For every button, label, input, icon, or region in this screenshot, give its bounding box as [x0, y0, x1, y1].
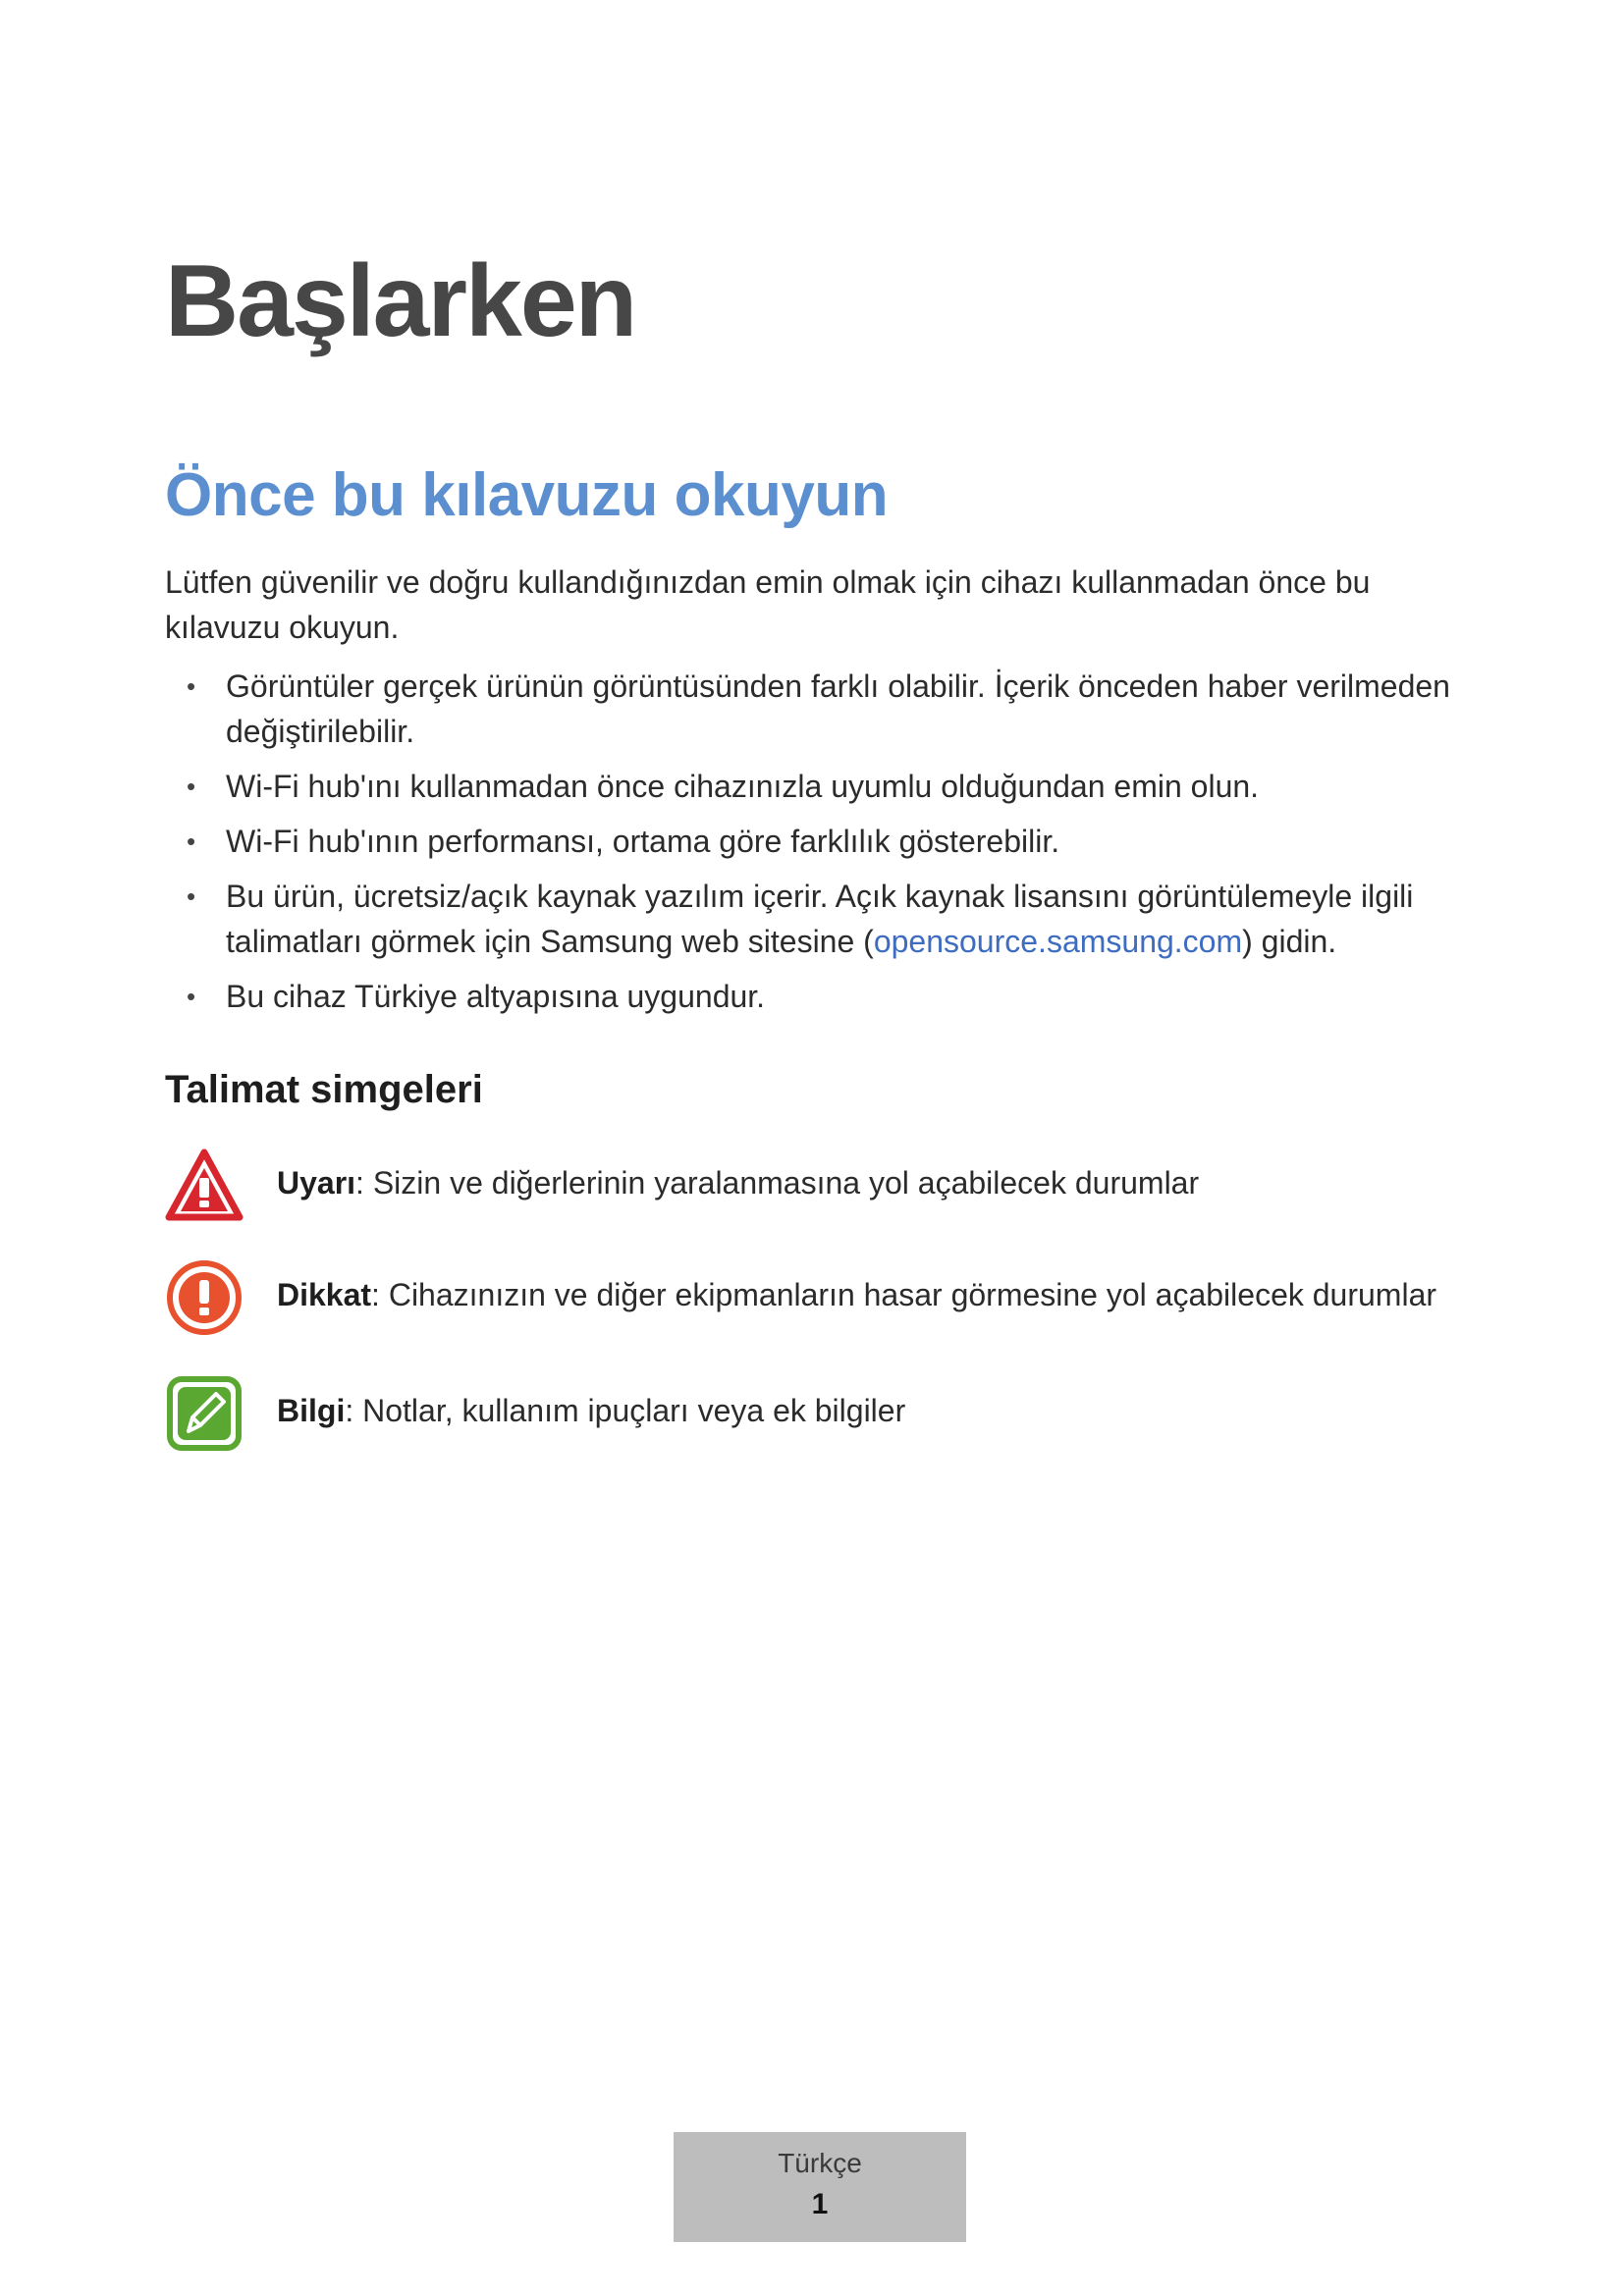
- note-pencil-icon: [165, 1374, 244, 1453]
- list-item-text: Wi-Fi hub'ını kullanmadan önce cihazınızla uyumlu olduğundan emin olun.: [226, 769, 1260, 804]
- opensource-link[interactable]: opensource.samsung.com: [873, 924, 1243, 959]
- warning-description: : Sizin ve diğerlerinin yaralanmasına yol açabilecek durumlar: [355, 1165, 1200, 1201]
- footer-language: Türkçe: [778, 2148, 862, 2178]
- caution-row: [165, 1258, 1471, 1337]
- notice-list: [165, 664, 1471, 1029]
- list-item: [165, 974, 1471, 1019]
- list-item-text: Görüntüler gerçek ürünün görüntüsünden farklı olabilir. İçerik önceden haber verilmeden değiştirilebilir.: [226, 668, 1450, 749]
- warning-label: Uyarı: [277, 1165, 356, 1201]
- page-title: Başlarken: [165, 244, 636, 358]
- bullet-dot-icon: •: [187, 671, 196, 701]
- page-number: 1: [811, 2188, 829, 2220]
- caution-text: [277, 1272, 1436, 1317]
- info-label: Bilgi: [277, 1393, 346, 1428]
- page-footer: [674, 2132, 966, 2242]
- bullet-dot-icon: •: [187, 982, 196, 1011]
- list-item: [165, 819, 1471, 864]
- bullet-dot-icon: •: [187, 881, 196, 911]
- caution-label: Dikkat: [277, 1277, 372, 1312]
- info-row: [165, 1374, 1471, 1453]
- list-item-opensource: [165, 874, 1471, 964]
- list-item-text: Bu cihaz Türkiye altyapısına uygundur.: [226, 979, 766, 1014]
- list-item-text-before: Bu ürün, ücretsiz/açık kaynak yazılım içerir. Açık kaynak lisansını görüntülemeyle ilgili talimatları görmek için Samsung web sitesine (: [226, 879, 1414, 959]
- intro-paragraph: Lütfen güvenilir ve doğru kullandığınızdan emin olmak için cihazı kullanmadan önce bu kılavuzu okuyun.: [165, 564, 1371, 645]
- bullet-dot-icon: •: [187, 772, 196, 801]
- bullet-dot-icon: •: [187, 827, 196, 856]
- warning-text: [277, 1160, 1199, 1205]
- info-description: : Notlar, kullanım ipuçları veya ek bilgiler: [345, 1393, 906, 1428]
- list-item-text: Wi-Fi hub'ının performansı, ortama göre farklılık gösterebilir.: [226, 824, 1060, 859]
- warning-row: [165, 1147, 1471, 1225]
- list-item-text-after: ) gidin.: [1242, 924, 1337, 959]
- section-heading: Önce bu kılavuzu okuyun: [165, 461, 889, 529]
- list-item: [165, 664, 1471, 754]
- caution-description: : Cihazınızın ve diğer ekipmanların hasar görmesine yol açabilecek durumlar: [371, 1277, 1437, 1312]
- warning-triangle-icon: [165, 1147, 244, 1225]
- caution-circle-icon: [165, 1258, 244, 1337]
- instruction-icons-heading: Talimat simgeleri: [165, 1068, 483, 1111]
- list-item: [165, 764, 1471, 809]
- info-text: [277, 1388, 905, 1433]
